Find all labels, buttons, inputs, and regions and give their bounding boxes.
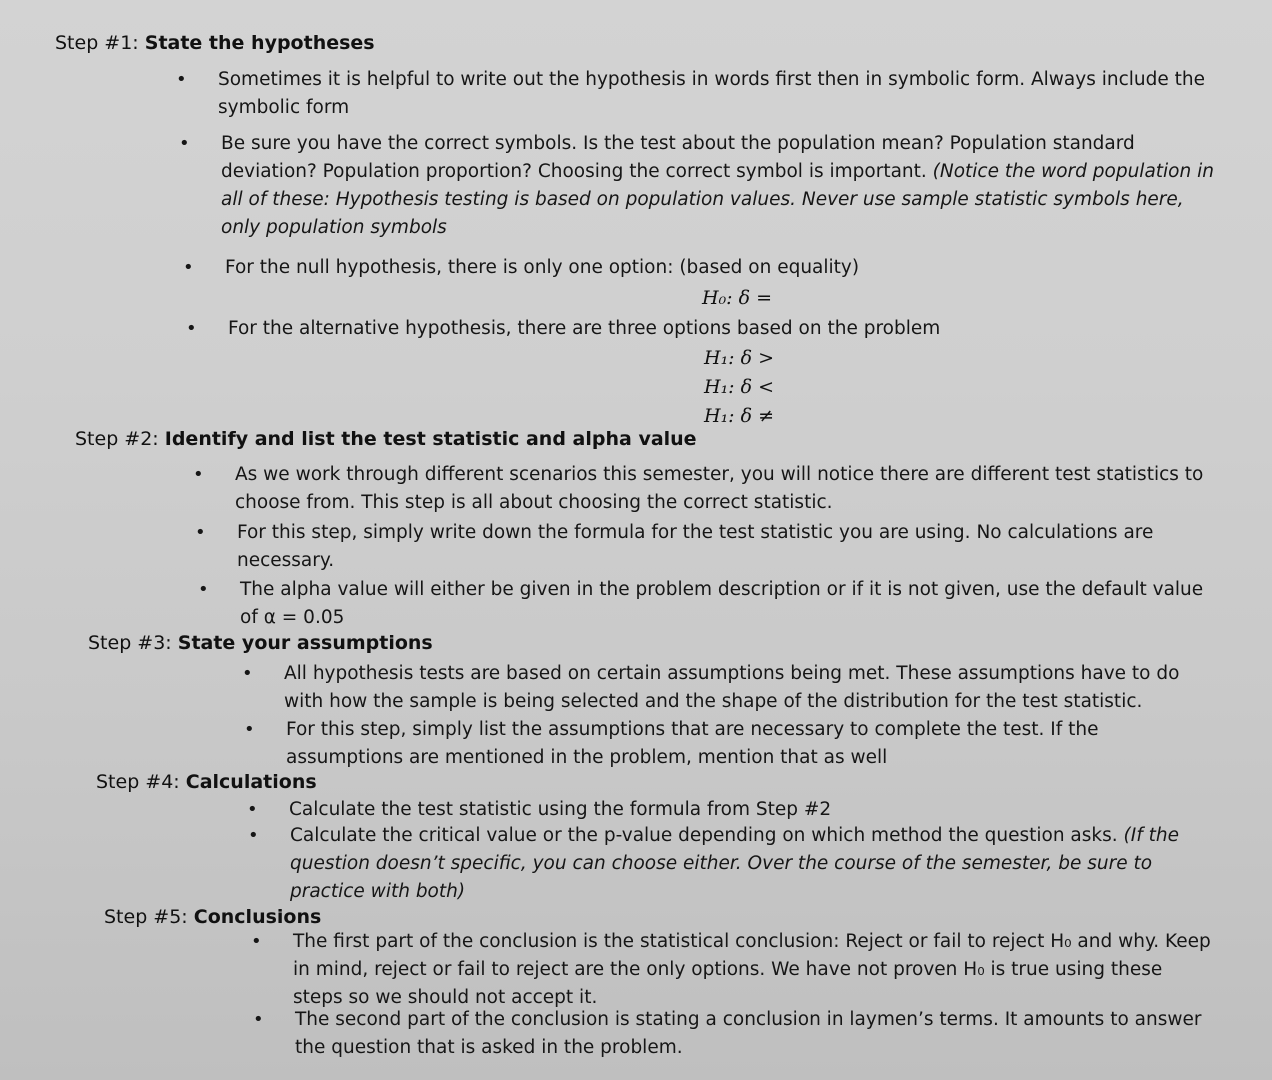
step1-label: Step #1: [55, 32, 139, 54]
step4-label: Step #4: [96, 771, 180, 793]
bullet-dot: • [242, 663, 253, 684]
step3-bullet-2: • For this step, simply list the assumptions that are necessary to complete the test. If the assumptions are mentioned in the problem, mention that as well [286, 716, 1221, 772]
step5-bullet-2: • The second part of the conclusion is stating a conclusion in laymen’s terms. It amounts to answer the question that is asked in the problem. [295, 1006, 1205, 1062]
alt-hypothesis-not-equal: H₁: δ ≠ [704, 405, 775, 427]
step5-bullet-1: • The first part of the conclusion is the statistical conclusion: Reject or fail to reject H₀ and why. Keep in mind, reject or fail to reject are the only options. We have not proven H₀ is true using these steps so we should not accept it. [293, 928, 1213, 1012]
step2-bullet-3: • The alpha value will either be given in the problem description or if it is not given, use the default value of α = 0.05 [240, 576, 1215, 632]
step1-title: State the hypotheses [144, 32, 375, 54]
bullet-dot: • [248, 825, 259, 846]
step2-bullet-1: • As we work through different scenarios this semester, you will notice there are different test statistics to choose from. This step is all about choosing the correct statistic. [235, 461, 1225, 517]
bullet-dot: • [193, 464, 204, 485]
step1-bullet-3: • For the null hypothesis, there is only one option: (based on equality) [225, 254, 1205, 282]
step5-title: Conclusions [193, 906, 322, 928]
step2-heading [75, 428, 697, 450]
step1-bullet-4: • For the alternative hypothesis, there are three options based on the problem [228, 315, 1208, 343]
bullet-dot: • [179, 133, 190, 154]
bullet-dot: • [251, 931, 262, 952]
step4-bullet-2: • Calculate the critical value or the p-value depending on which method the question asks. (If the question doesn’t specific, you can choose either. Over the course of the semester, be sure to practice with both) [290, 822, 1220, 906]
bullet-dot: • [244, 719, 255, 740]
step4-title: Calculations [185, 771, 317, 793]
step4-bullet-1: • Calculate the test statistic using the formula from Step #2 [289, 796, 1219, 824]
step4-heading [96, 771, 317, 793]
alt-hypothesis-less: H₁: δ < [704, 376, 775, 398]
null-hypothesis-formula: H₀: δ = [702, 287, 773, 309]
step1-bullet-2: • Be sure you have the correct symbols. Is the test about the population mean? Population standard deviation? Population proportion? Choosing the correct symbol is important. (Notice the word population in all of these: Hypothesis testing is based on population values. Never use sample statistic symbols here, only population symbols [221, 130, 1221, 242]
step3-label: Step #3: [88, 632, 172, 654]
bullet-dot: • [198, 579, 209, 600]
bullet-dot: • [195, 522, 206, 543]
step2-bullet-2: • For this step, simply write down the formula for the test statistic you are using. No calculations are necessary. [237, 519, 1187, 575]
step5-heading [104, 906, 321, 928]
alt-hypothesis-greater: H₁: δ > [704, 347, 775, 369]
step3-bullet-1: • All hypothesis tests are based on certain assumptions being met. These assumptions have to do with how the sample is being selected and the shape of the distribution for the test statistic. [284, 660, 1184, 716]
bullet-dot: • [186, 318, 197, 339]
step3-heading [88, 632, 433, 654]
bullet-dot: • [176, 69, 187, 90]
step5-label: Step #5: [104, 906, 188, 928]
bullet-dot: • [183, 257, 194, 278]
step1-bullet-1: • Sometimes it is helpful to write out the hypothesis in words first then in symbolic form. Always include the symbolic form [218, 66, 1243, 122]
step2-label: Step #2: [75, 428, 159, 450]
step2-title: Identify and list the test statistic and alpha value [164, 428, 697, 450]
bullet-dot: • [253, 1009, 264, 1030]
bullet-dot: • [247, 799, 258, 820]
step3-title: State your assumptions [177, 632, 433, 654]
step1-heading [55, 32, 375, 54]
